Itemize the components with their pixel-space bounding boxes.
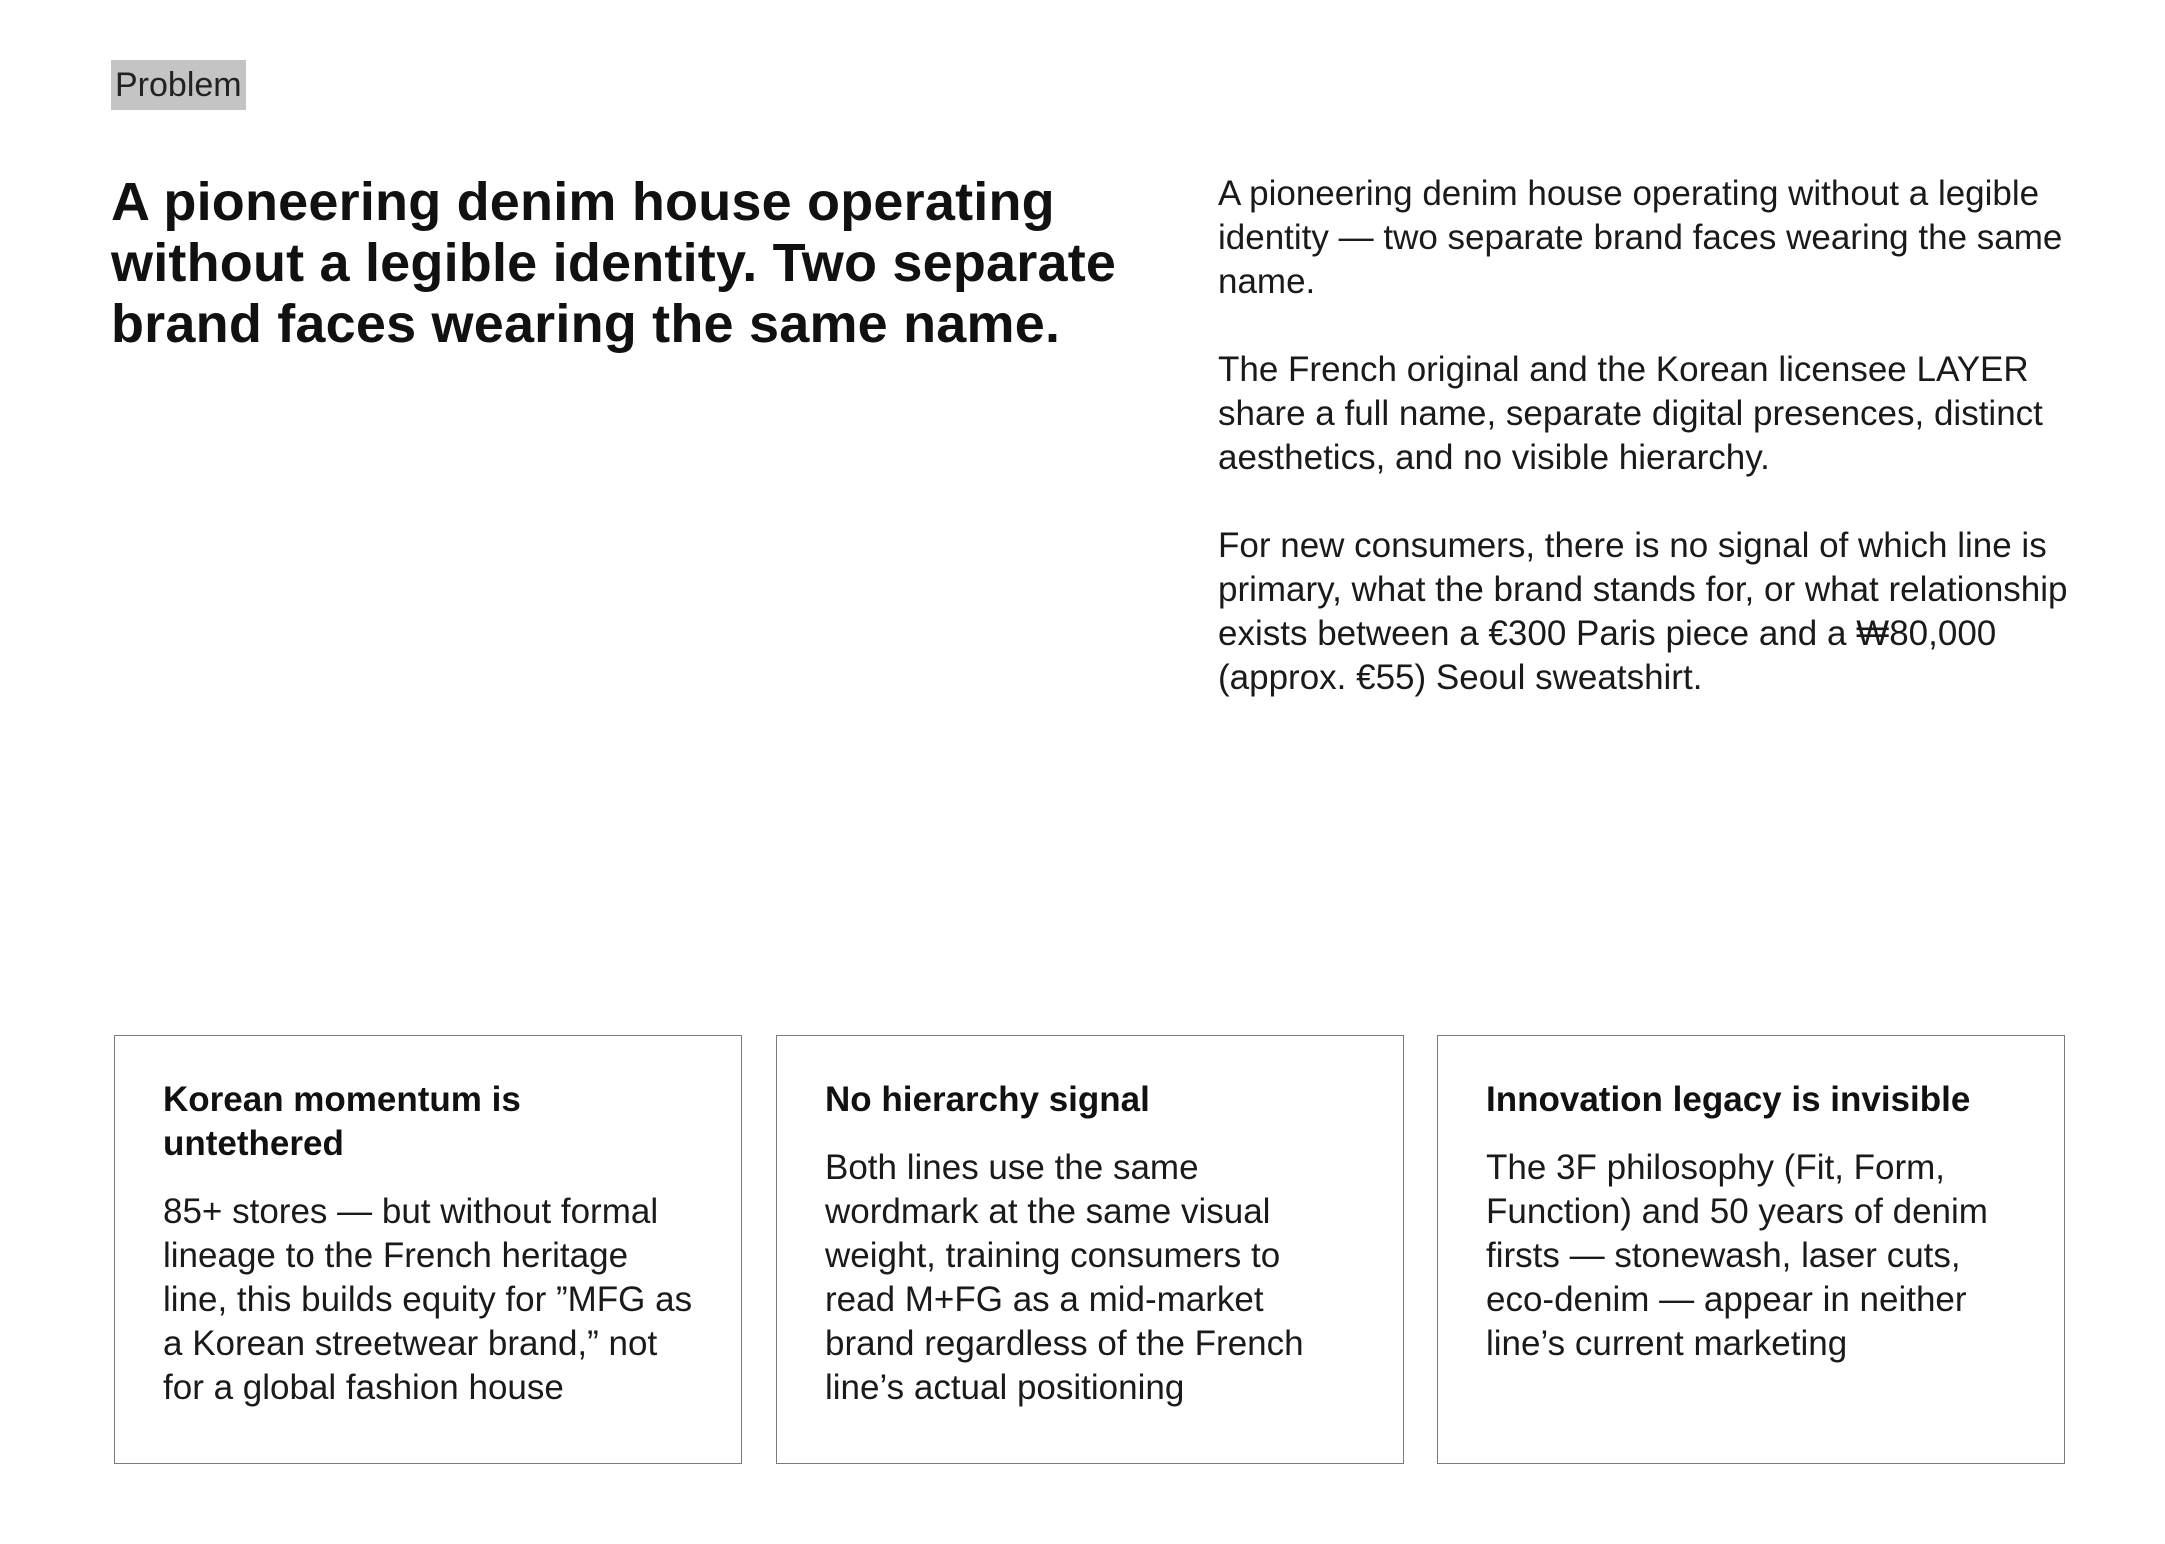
problem-card — [776, 1035, 1404, 1464]
intro-paragraph: The French original and the Korean licensee LAYER share a full name, separate digital presences, distinct aesthetics, and no visible hierarchy. — [1218, 350, 2043, 477]
card-body: Both lines use the same wordmark at the same visual weight, training consumers to read M+FG as a mid-market brand regardless of the French line’s actual positioning — [825, 1148, 1304, 1407]
problem-card — [114, 1035, 742, 1464]
card-title: Korean momentum is untethered — [163, 1080, 521, 1163]
headline: A pioneering denim house operating without a legible identity. Two separate brand faces wearing the same name. — [111, 172, 1117, 354]
card-body: 85+ stores — but without formal lineage to the French heritage line, this builds equity for ”MFG as a Korean streetwear brand,” not for a global fashion house — [163, 1192, 693, 1407]
intro-paragraph: For new consumers, there is no signal of which line is primary, what the brand stands for, or what relationship exists between a €300 Paris piece and a ₩80,000 (approx. €55) Seoul sweatshirt. — [1218, 526, 2068, 697]
card-title: No hierarchy signal — [825, 1080, 1150, 1119]
problem-cards — [114, 1035, 2062, 1464]
intro-text — [1218, 172, 2088, 744]
problem-card — [1437, 1035, 2065, 1464]
section-tag: Problem — [111, 60, 246, 110]
card-body: The 3F philosophy (Fit, Form, Function) and 50 years of denim firsts — stonewash, laser cuts, eco-denim — appear in neither line’s current marketing — [1486, 1148, 1988, 1363]
card-title: Innovation legacy is invisible — [1486, 1080, 1971, 1119]
intro-paragraph: A pioneering denim house operating without a legible identity — two separate brand faces wearing the same name. — [1218, 174, 2063, 301]
